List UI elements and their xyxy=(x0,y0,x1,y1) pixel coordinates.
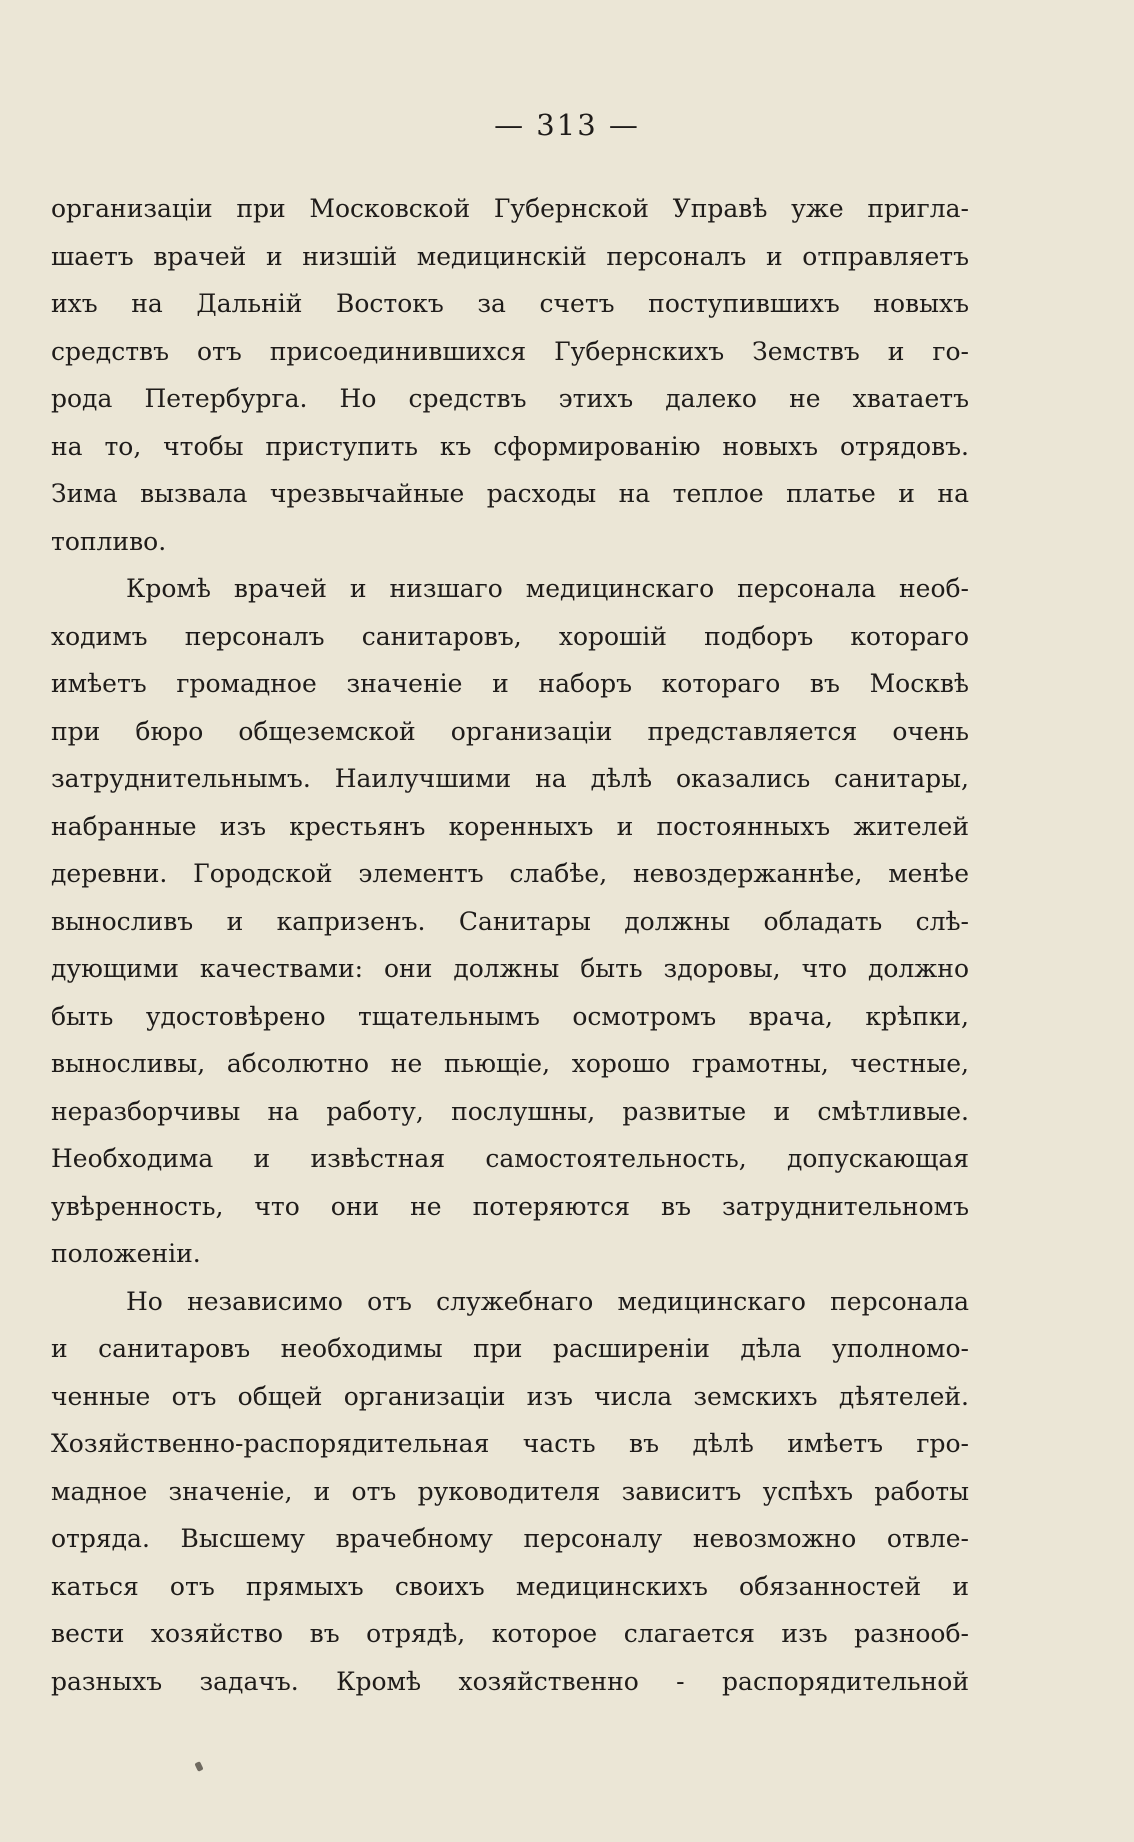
page-number: — 313 — xyxy=(494,108,640,142)
text-line: Зима вызвала чрезвычайные расходы на теплое платье и на xyxy=(51,479,969,508)
text-line: мадное значенiе, и отъ руководителя зависитъ успѣхъ работы xyxy=(51,1476,969,1506)
text-line: рода Петербурга. Но средствъ этихъ далеко не хватаетъ xyxy=(51,384,969,413)
text-line: деревни. Городской элементъ слабѣе, невоздержаннѣе, менѣе xyxy=(51,859,969,888)
text-line: увѣренность, что они не потеряются въ затруднительномъ xyxy=(51,1191,969,1221)
text-line: шаетъ врачей и низшiй медицинскiй персоналъ и отправляетъ xyxy=(51,241,969,271)
text-line: организацiи при Московской Губернской Управѣ уже пригла- xyxy=(51,194,969,223)
text-line: на то, чтобы приступить къ сформированiю новыхъ отрядовъ. xyxy=(51,431,969,461)
text-line: положенiи. xyxy=(51,1239,201,1268)
text-line: и санитаровъ необходимы при расширенiи дѣла уполномо- xyxy=(51,1334,969,1363)
text-line: вести хозяйство въ отрядѣ, которое слагается изъ разнооб- xyxy=(51,1619,969,1648)
text-line: выносливъ и капризенъ. Санитары должны обладать слѣ- xyxy=(51,906,969,936)
text-line: Но независимо отъ служебнаго медицинскаго персонала xyxy=(126,1286,969,1316)
text-line: Кромѣ врачей и низшаго медицинскаго персонала необ- xyxy=(126,574,969,603)
text-line: затруднительнымъ. Наилучшими на дѣлѣ оказались санитары, xyxy=(51,764,969,793)
text-line: имѣетъ громадное значенiе и наборъ котораго въ Москвѣ xyxy=(51,669,969,698)
text-line: Необходима и извѣстная самостоятельность, допускающая xyxy=(51,1144,969,1173)
text-line: Хозяйственно-распорядительная часть въ дѣлѣ имѣетъ гро- xyxy=(51,1429,969,1458)
text-line: быть удостовѣрено тщательнымъ осмотромъ врача, крѣпки, xyxy=(51,1001,969,1031)
text-line: при бюро общеземской организацiи представляется очень xyxy=(51,716,969,746)
text-line: ихъ на Дальнiй Востокъ за счетъ поступившихъ новыхъ xyxy=(51,289,969,318)
text-line: топливо. xyxy=(51,526,167,556)
text-line: разныхъ задачъ. Кромѣ хозяйственно - распорядительной xyxy=(51,1666,969,1696)
text-line: выносливы, абсолютно не пьющiе, хорошо грамотны, честные, xyxy=(51,1049,969,1078)
text-line: каться отъ прямыхъ своихъ медицинскихъ обязанностей и xyxy=(51,1571,969,1601)
text-line: отряда. Высшему врачебному персоналу невозможно отвле- xyxy=(51,1524,969,1553)
text-line: неразборчивы на работу, послушны, развитые и смѣтливые. xyxy=(51,1096,969,1126)
body-text xyxy=(51,185,969,1705)
text-line: дующими качествами: они должны быть здоровы, что должно xyxy=(51,954,969,983)
text-line: ходимъ персоналъ санитаровъ, хорошiй подборъ котораго xyxy=(51,621,969,651)
text-line: ченные отъ общей организацiи изъ числа земскихъ дѣятелей. xyxy=(51,1381,969,1411)
text-line: набранные изъ крестьянъ коренныхъ и постоянныхъ жителей xyxy=(51,811,969,841)
ink-speck xyxy=(194,1761,203,1772)
text-line: средствъ отъ присоединившихся Губернскихъ Земствъ и го- xyxy=(51,336,969,366)
